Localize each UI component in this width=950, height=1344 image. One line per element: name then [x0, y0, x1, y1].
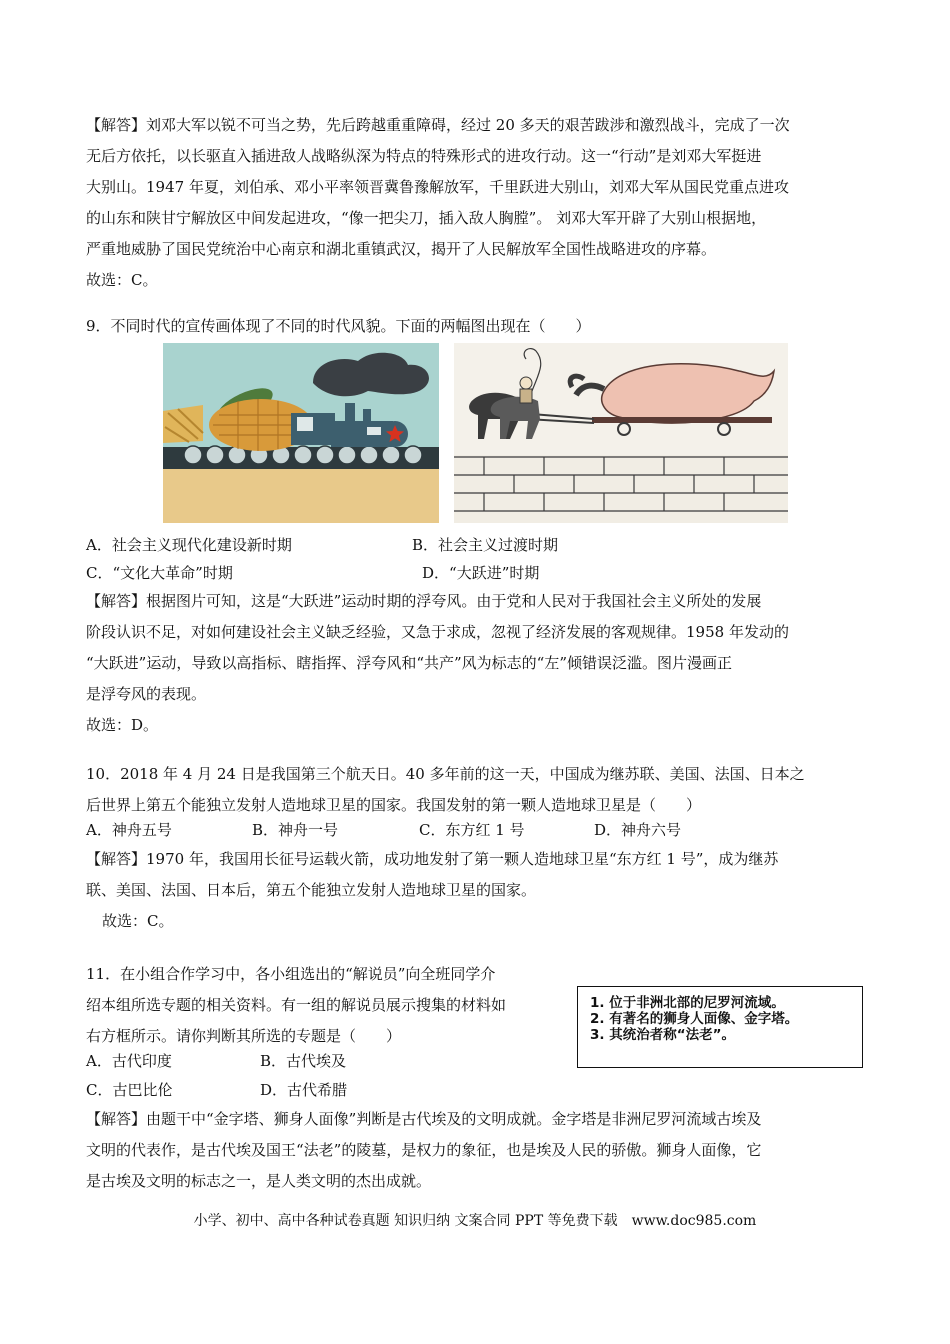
- q10-option-d[interactable]: D．神舟六号: [594, 821, 682, 839]
- q11-stem-line: 右方框所示。请你判断其所选的专题是（ ）: [86, 1027, 402, 1045]
- q10-answer: [86, 844, 872, 937]
- q11-option-a[interactable]: A．古代印度: [86, 1052, 172, 1070]
- page-footer: 小学、初中、高中各种试卷真题 知识归纳 文案合同 PPT 等免费下载 www.doc985.com: [193, 1213, 757, 1229]
- q11-answer-line: 是古埃及文明的标志之一，是人类文明的杰出成就。: [86, 1172, 432, 1190]
- q8-answer-line: 【解答】刘邓大军以锐不可当之势，先后跨越重重障碍，经过 20 多天的艰苦跋涉和激烈战斗，完成了一次: [86, 116, 790, 134]
- q9-option-d[interactable]: D．“大跃进”时期: [422, 564, 540, 582]
- propaganda-train-illustration: [163, 343, 439, 523]
- q8-answer-line: 的山东和陕甘宁解放区中间发起进攻，“像一把尖刀，插入敌人胸膛”。 刘邓大军开辟了大别山根据地，: [86, 209, 767, 227]
- q11-stem: [86, 959, 566, 1052]
- q10-stem-line: 10．2018 年 4 月 24 日是我国第三个航天日。40 多年前的这一天，中国成为继苏联、美国、法国、日本之: [86, 765, 805, 783]
- q10-option-c[interactable]: C．东方红 1 号: [419, 821, 525, 839]
- q9-option-b[interactable]: B．社会主义过渡时期: [412, 536, 559, 554]
- q9-answer-line: 是浮夸风的表现。: [86, 685, 207, 703]
- q11-answer: [86, 1104, 872, 1197]
- q11-box-item: 2. 有著名的狮身人面像、金字塔。: [590, 1011, 799, 1027]
- q9-answer: [86, 586, 872, 741]
- q11-option-b[interactable]: B．古代埃及: [260, 1052, 347, 1070]
- q8-conclusion: 故选：C。: [86, 271, 158, 289]
- q11-material-box: [577, 986, 863, 1068]
- q10-stem: [86, 759, 872, 821]
- q11-box-item: 3. 其统治者称“法老”。: [590, 1027, 735, 1043]
- q9-stem-line: 9．不同时代的宣传画体现了不同的时代风貌。下面的两幅图出现在（ ）: [86, 317, 591, 335]
- q9-option-c[interactable]: C．“文化大革命”时期: [86, 564, 233, 582]
- q10-option-a[interactable]: A．神舟五号: [86, 821, 172, 839]
- q11-stem-line: 绍本组所选专题的相关资料。有一组的解说员展示搜集的材料如: [86, 996, 507, 1014]
- q9-answer-line: 阶段认识不足，对如何建设社会主义缺乏经验，又急于求成，忽视了经济发展的客观规律。1958 年发动的: [86, 623, 789, 641]
- q9-option-a[interactable]: A．社会主义现代化建设新时期: [86, 536, 292, 554]
- q11-stem-line: 11．在小组合作学习中，各小组选出的“解说员”向全班同学介: [86, 965, 496, 983]
- q9-answer-line: 【解答】根据图片可知，这是“大跃进”运动时期的浮夸风。由于党和人民对于我国社会主义所处的发展: [86, 592, 762, 610]
- q8-answer-line: 大别山。1947 年夏，刘伯承、邓小平率领晋冀鲁豫解放军，千里跃进大别山，刘邓大军从国民党重点进攻: [86, 178, 789, 196]
- q11-option-c[interactable]: C．古巴比伦: [86, 1081, 173, 1099]
- q8-answer-line: 无后方依托，以长驱直入插进敌人战略纵深为特点的特殊形式的进攻行动。这一“行动”是刘邓大军挺进: [86, 147, 762, 165]
- q10-conclusion: 故选：C。: [102, 912, 174, 930]
- q11-option-d[interactable]: D．古代希腊: [260, 1081, 348, 1099]
- q8-answer: [86, 110, 872, 296]
- q9-answer-line: “大跃进”运动，导致以高指标、瞎指挥、浮夸风和“共产”风为标志的“左”倾错误泛滥。图片漫画正: [86, 654, 733, 672]
- propaganda-sweet-potato-illustration: [454, 343, 788, 523]
- q10-stem-line: 后世界上第五个能独立发射人造地球卫星的国家。我国发射的第一颗人造地球卫星是（ ）: [86, 796, 702, 814]
- q11-answer-line: 文明的代表作，是古代埃及国王“法老”的陵墓，是权力的象征，也是埃及人民的骄傲。狮身人面像，它: [86, 1141, 762, 1159]
- q10-option-b[interactable]: B．神舟一号: [252, 821, 339, 839]
- q11-answer-line: 【解答】由题干中“金字塔、狮身人面像”判断是古代埃及的文明成就。金字塔是非洲尼罗河流域古埃及: [86, 1110, 762, 1128]
- q9-conclusion: 故选：D。: [86, 716, 159, 734]
- q8-answer-line: 严重地威胁了国民党统治中心南京和湖北重镇武汉，揭开了人民解放军全国性战略进攻的序幕。: [86, 240, 717, 258]
- q11-box-item: 1. 位于非洲北部的尼罗河流域。: [590, 995, 785, 1011]
- q9-stem: [86, 311, 872, 342]
- q10-answer-line: 联、美国、法国、日本后，第五个能独立发射人造地球卫星的国家。: [86, 881, 537, 899]
- q10-answer-line: 【解答】1970 年，我国用长征号运载火箭，成功地发射了第一颗人造地球卫星“东方红 1 号”，成为继苏: [86, 850, 779, 868]
